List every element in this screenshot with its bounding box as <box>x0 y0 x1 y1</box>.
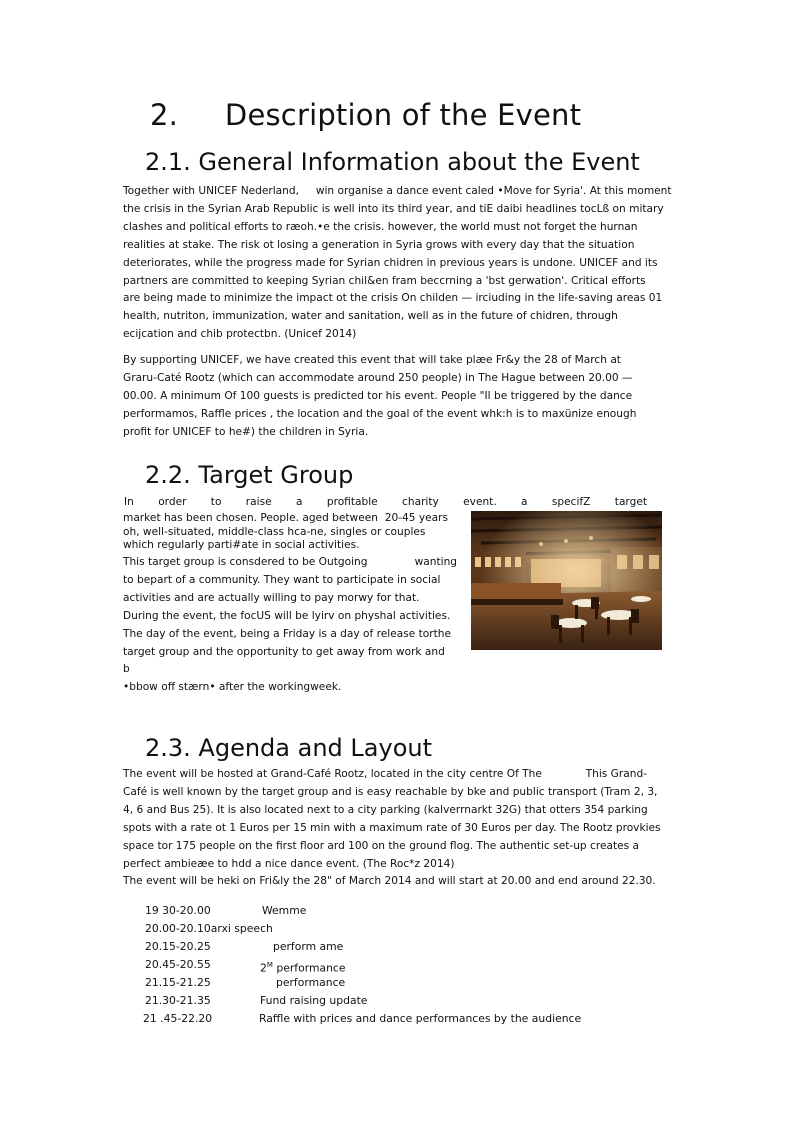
general-info-paragraph-2 <box>123 352 683 442</box>
text-line: ecijcation and chib protectbn. (Unicef 2014) <box>123 328 357 341</box>
agenda-description: Raffle with prices and dance performances by the audience <box>259 1012 582 1025</box>
agenda-description: perform ame <box>273 940 344 953</box>
chapter-number: 2. <box>150 98 179 132</box>
target-group-justified-line: In order to raise a profitable charity event. a specifZ target <box>124 496 647 508</box>
target-group-wrapped-text <box>123 512 460 553</box>
text-line: The day of the event, being a Friday is a day of release torthe <box>123 627 451 640</box>
agenda-paragraph <box>123 766 683 891</box>
text-line: clashes and political efforts to ræoh.•e the crisis. however, the world must not forget the hurnan <box>123 220 638 233</box>
agenda-item <box>145 902 595 920</box>
text-line: the crisis in the Syrian Arab Republic is well into its third year, and tiE daibi headlines tocLß on mitary <box>123 202 664 215</box>
section-heading-general-info: 2.1. General Information about the Event <box>145 148 640 176</box>
text-line: Graru-Caté Rootz (which can accommodate around 250 people) in The Hague between 20.00 — <box>123 371 633 384</box>
agenda-description-text: performance <box>272 961 346 975</box>
agenda-item <box>145 956 595 974</box>
text-line: This target group is consdered to be Outgoing wanting <box>123 556 458 568</box>
chapter-heading <box>150 98 581 132</box>
text-line: performamos, Raffle prices , the location and the goal of the event whk:h is to maxünize enough <box>123 407 637 420</box>
cafe-interior-illustration <box>471 511 662 650</box>
agenda-time: 20.00-20.10arxi speech <box>145 922 273 935</box>
agenda-time: 21.30-21.35 <box>145 994 211 1007</box>
text-line: profit for UNICEF to he#) the children in Syria. <box>123 425 369 438</box>
text-line: Together with UNICEF Nederland, win organise a dance event caled •Move for Syria'. At this moment <box>123 185 672 197</box>
agenda-description: performance <box>276 976 346 989</box>
agenda-item <box>145 1010 595 1028</box>
text-line: 00.00. A minimum Of 100 guests is predicted tor his event. People "Il be triggered by the dance <box>123 389 633 402</box>
agenda-time: 19 30-20.00 <box>145 904 211 917</box>
text-line: perfect ambieæe to hdd a nice dance event. (The Roc*z 2014) <box>123 857 455 870</box>
text-line: 4, 6 and Bus 25). It is also located next to a city parking (kalverrnarkt 32G) that otters 354 parking <box>123 803 648 816</box>
agenda-time: 21.15-21.25 <box>145 976 211 989</box>
ordinal-suffix: M <box>266 961 273 969</box>
agenda-description: Fund raising update <box>260 994 368 1007</box>
text-line: target group and the opportunity to get away from work and <box>123 645 445 658</box>
text-line: During the event, the focUS will be lyirv on physhal activities. <box>123 609 451 622</box>
text-line: are being made to minimize the impact ot the crisis On childen — irciuding in the life-saving areas 01 <box>123 292 663 305</box>
text-line: to bepart of a community. They want to participate in social <box>123 573 441 586</box>
text-line: partners are committed to keeping Syrian chil&en fram beccrning a 'bst gerwation'. Critical efforts <box>123 274 646 287</box>
section-heading-agenda: 2.3. Agenda and Layout <box>145 734 432 762</box>
agenda-item <box>145 992 595 1010</box>
text-line: Café is well known by the target group and is easy reachable by bke and public transport (Tram 2, 3, <box>123 785 658 798</box>
agenda-time: 20.15-20.25 <box>145 940 211 953</box>
text-line: By supporting UNICEF, we have created this event that will take plæe Fr&y the 28 of March at <box>123 354 621 366</box>
section-heading-target-group: 2.2. Target Group <box>145 461 354 489</box>
chapter-title: Description of the Event <box>224 98 582 132</box>
general-info-paragraph-1 <box>123 183 683 344</box>
agenda-time: 21 .45-22.20 <box>143 1012 213 1025</box>
target-group-paragraph <box>123 554 463 697</box>
text-line: space tor 175 people on the first floor ard 100 on the ground flog. The authentic set-up creates a <box>123 839 640 852</box>
text-line: The event will be hosted at Grand-Café Rootz, located in the city centre Of The This Grand- <box>123 768 647 780</box>
text-line: activities and are actually willing to pay morwy for that. <box>123 591 420 604</box>
text-line: b <box>123 663 130 676</box>
text-line: The event will be heki on Fri&ly the 28" of March 2014 and will start at 20.00 and end around 22.30. <box>123 875 656 888</box>
agenda-description: Wemme <box>262 904 307 917</box>
agenda-time: 20.45-20.55 <box>145 958 211 971</box>
text-line: health, nutriton, immunization, water and sanitation, well as in the future of chidren, through <box>123 310 618 323</box>
text-line: spots with a rate ot 1 Euros per 15 min with a maximum rate of 30 Euros per day. The Rootz provkies <box>123 821 661 834</box>
ordinal-number: 2 <box>260 961 267 975</box>
text-line: •bbow off stærn• after the workingweek. <box>123 681 342 694</box>
agenda-item <box>145 920 595 938</box>
text-line: realities at stake. The risk ot losing a generation in Syria grows with every day that the situation <box>123 238 635 251</box>
agenda-item <box>145 938 595 956</box>
text-line: market has been chosen. People. aged between 20-45 years <box>123 512 449 524</box>
cafe-interior-photo <box>471 511 662 650</box>
text-line: deteriorates, while the progress made for Syrian chidren in previous years is undone. UNICEF and its <box>123 256 658 269</box>
agenda-list <box>145 902 595 1028</box>
text-line: which regularly parti#ate in social activities. <box>123 539 360 552</box>
text-line: oh, well-situated, middle-class hca-ne, singles or couples <box>123 525 426 538</box>
agenda-item <box>145 974 595 992</box>
